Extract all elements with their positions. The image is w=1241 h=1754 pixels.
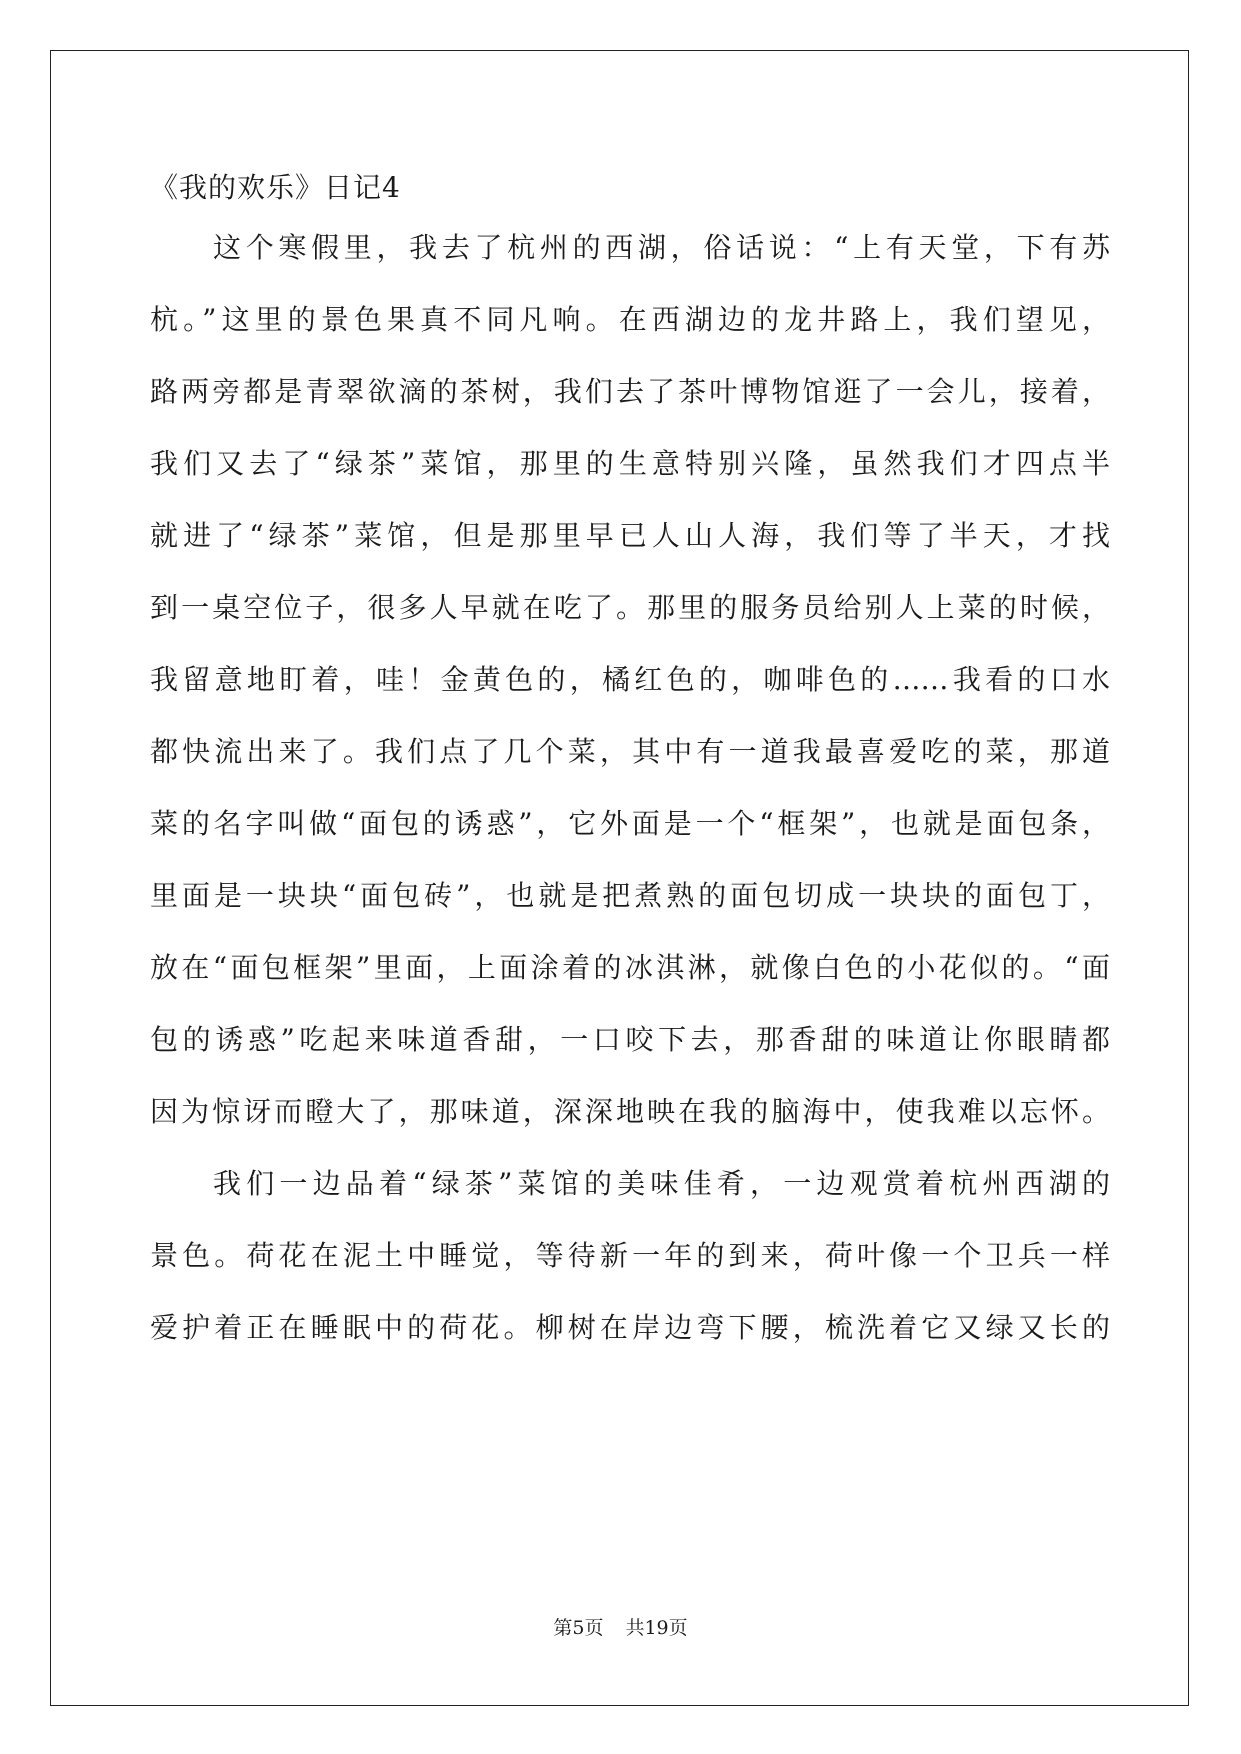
page-total: 共19页 [625,1617,688,1639]
paragraph-1-line-13: 因为惊讶而瞪大了，那味道，深深地映在我的脑海中，使我难以忘怀。 [150,1095,1110,1128]
paragraph-1-line-12: 包的诱惑”吃起来味道香甜，一口咬下去，那香甜的味道让你眼睛都 [150,1023,1110,1056]
page-footer [0,1616,1241,1640]
paragraph-1-line-7: 我留意地盯着，哇！金黄色的，橘红色的，咖啡色的……我看的口水 [150,663,1110,696]
paragraph-1-line-11: 放在“面包框架”里面，上面涂着的冰淇淋，就像白色的小花似的。“面 [150,951,1110,984]
paragraph-1-line-5: 就进了“绿茶”菜馆，但是那里早已人山人海，我们等了半天，才找 [150,519,1110,552]
paragraph-1-line-4: 我们又去了“绿茶”菜馆，那里的生意特别兴隆，虽然我们才四点半 [150,447,1110,480]
paragraph-2-line-2: 景色。荷花在泥土中睡觉，等待新一年的到来，荷叶像一个卫兵一样 [150,1239,1110,1272]
paragraph-1-line-9: 菜的名字叫做“面包的诱惑”，它外面是一个“框架”，也就是面包条， [150,807,1110,840]
document-title: 《我的欢乐》日记4 [150,171,401,204]
paragraph-1-line-8: 都快流出来了。我们点了几个菜，其中有一道我最喜爱吃的菜，那道 [150,735,1110,768]
paragraph-2-line-3: 爱护着正在睡眠中的荷花。柳树在岸边弯下腰，梳洗着它又绿又长的 [150,1311,1110,1344]
paragraph-1-line-2: 杭。”这里的景色果真不同凡响。在西湖边的龙井路上，我们望见， [150,303,1110,336]
paragraph-1-line-1: 这个寒假里，我去了杭州的西湖，俗话说：“上有天堂，下有苏 [213,231,1110,264]
paragraph-1-line-10: 里面是一块块“面包砖”，也就是把煮熟的面包切成一块块的面包丁， [150,879,1110,912]
page-number: 第5页 [553,1617,604,1639]
paragraph-1-line-3: 路两旁都是青翠欲滴的茶树，我们去了茶叶博物馆逛了一会儿，接着， [150,375,1110,408]
paragraph-1-line-6: 到一桌空位子，很多人早就在吃了。那里的服务员给别人上菜的时候， [150,591,1110,624]
paragraph-2-line-1: 我们一边品着“绿茶”菜馆的美味佳肴，一边观赏着杭州西湖的 [213,1167,1110,1200]
